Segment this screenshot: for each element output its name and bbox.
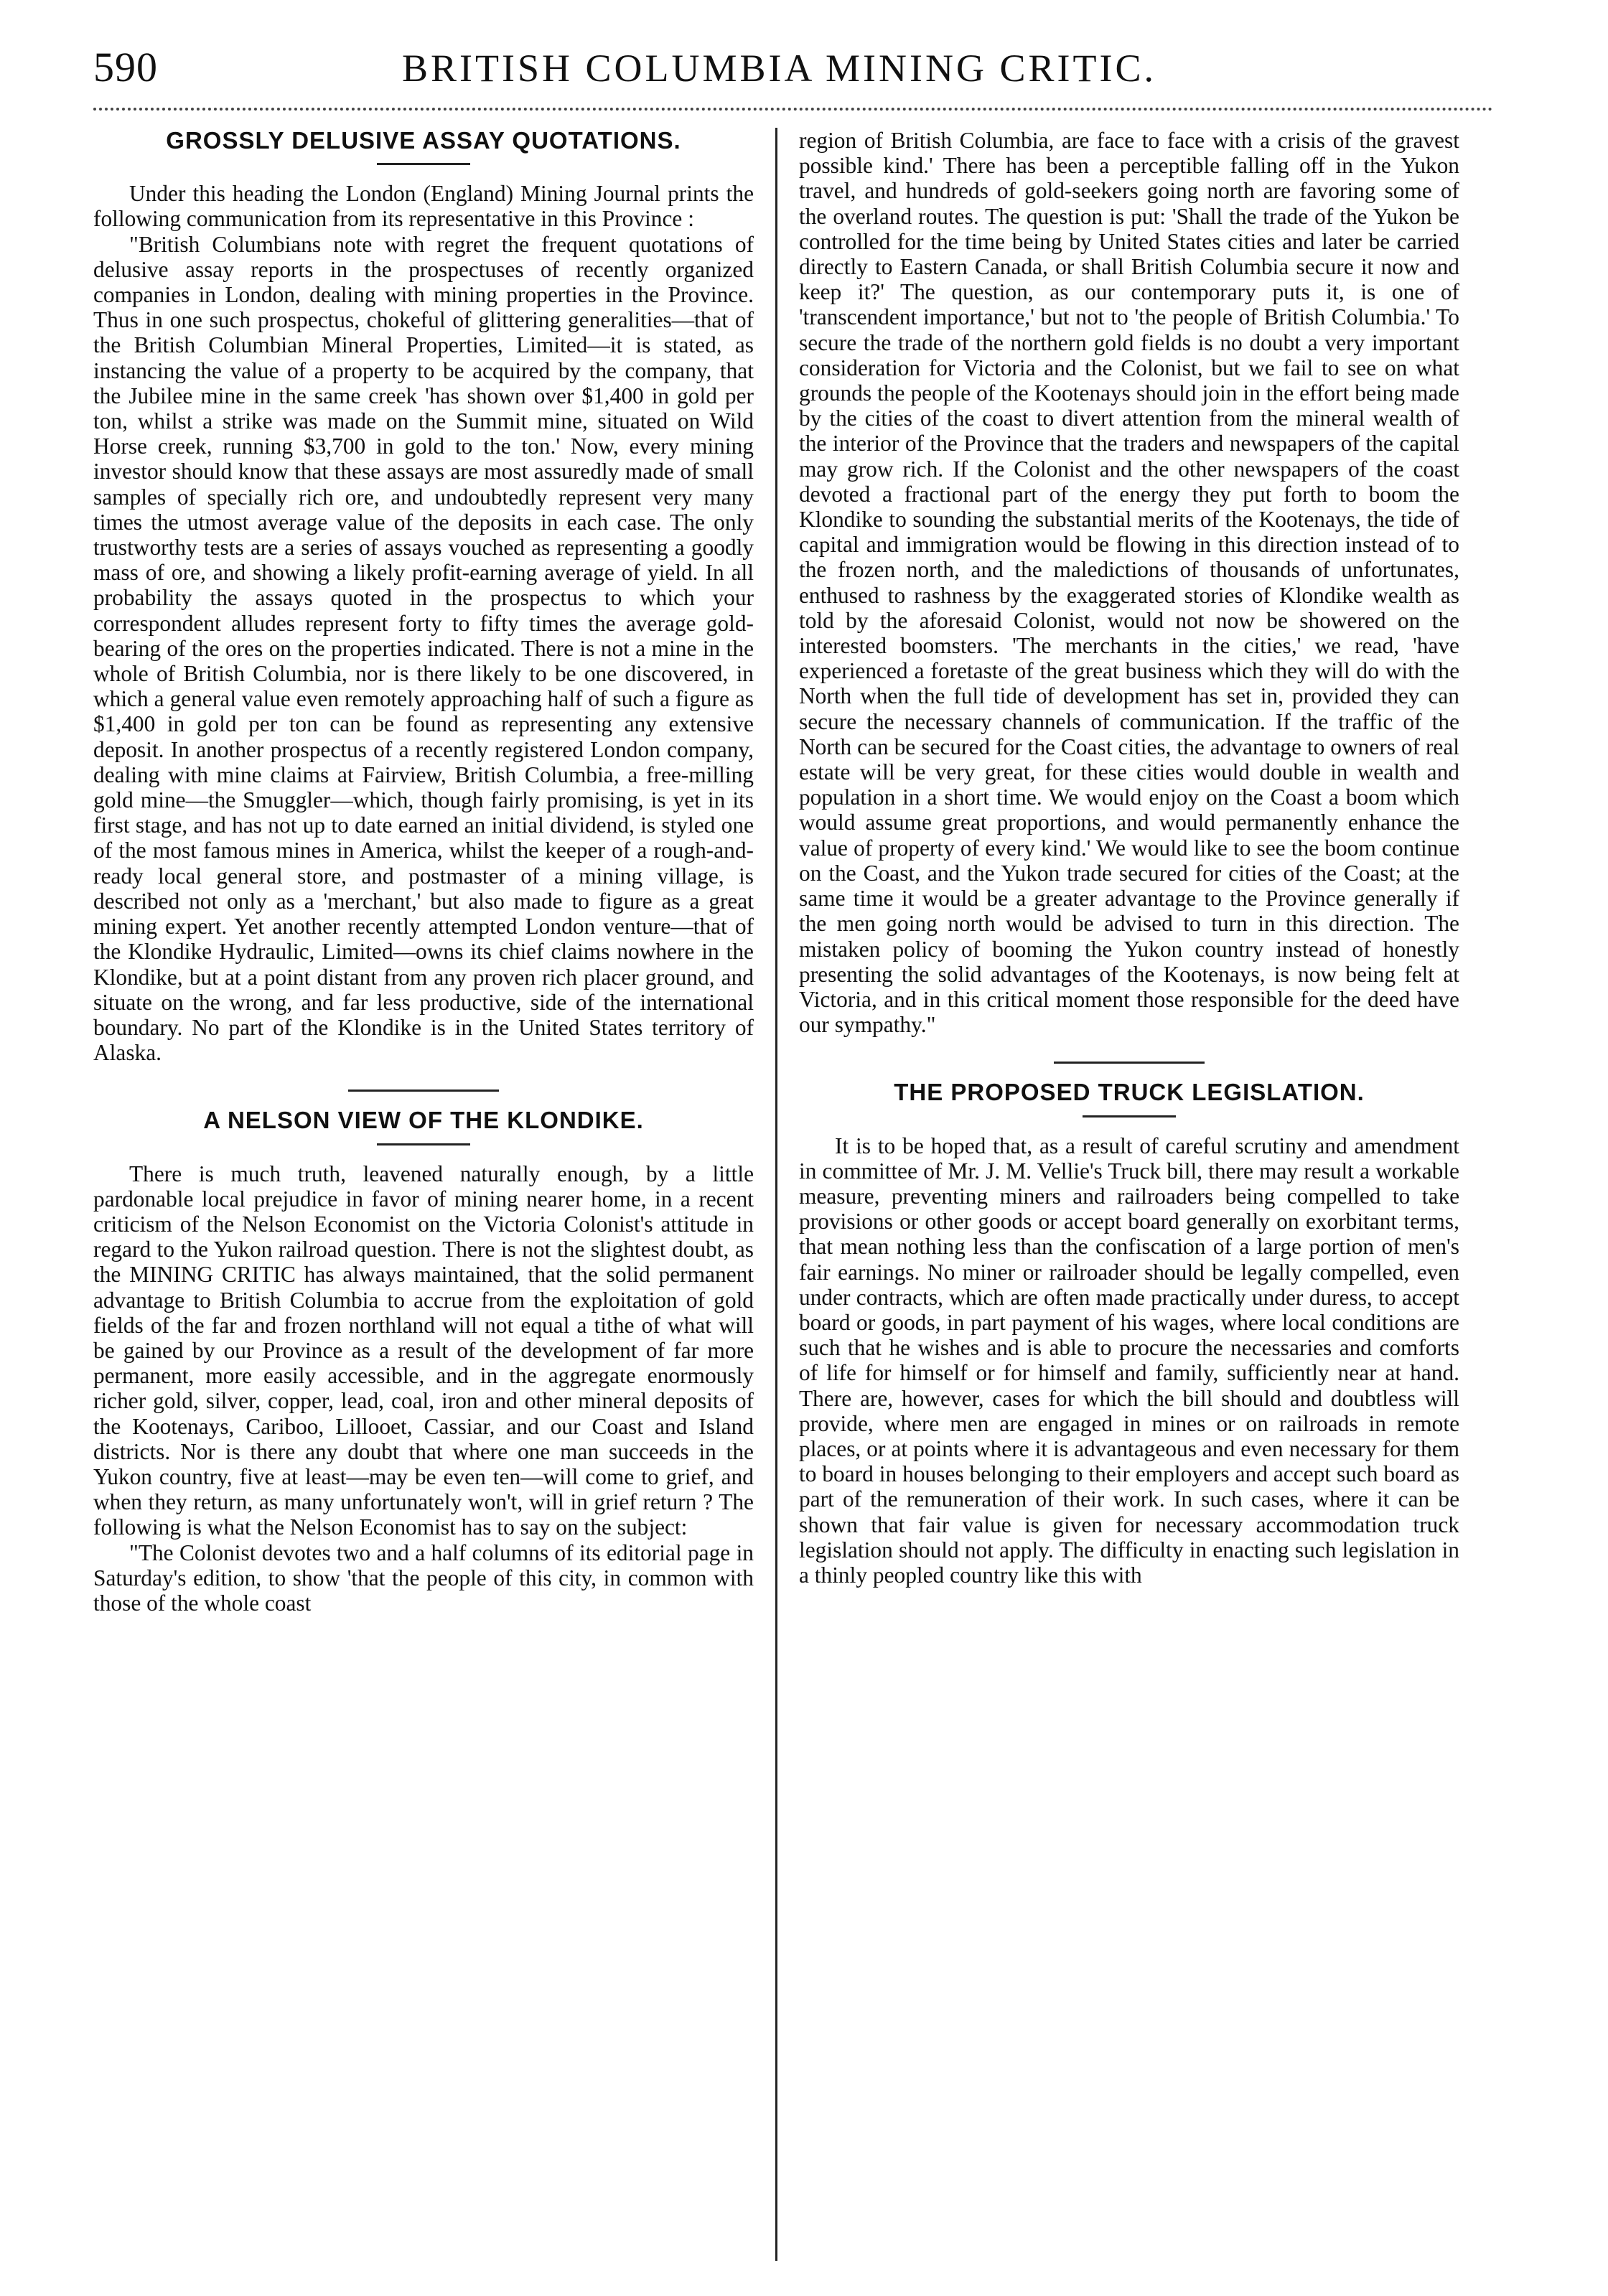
headline-rule: [377, 1143, 470, 1145]
paragraph: Under this heading the London (England) Mining Journal prints the following communication from its representative in this Province :: [93, 181, 754, 232]
left-column: [93, 128, 775, 2261]
page-header: [93, 36, 1493, 100]
header-rule: [93, 108, 1493, 111]
headline-rule: [377, 163, 470, 165]
headline-assay: GROSSLY DELUSIVE ASSAY QUOTATIONS.: [166, 127, 681, 154]
page-number: 590: [93, 44, 158, 90]
article-truck: [799, 1079, 1459, 1588]
paragraph: "The Colonist devotes two and a half columns of its editorial page in Saturday's edition, to show 'that the people of this city, in common with those of the whole coast: [93, 1540, 754, 1616]
page: [93, 36, 1493, 2261]
article-nelson: [93, 1107, 754, 1616]
paragraph: "British Columbians note with regret the frequent quotations of delusive assay reports in the prospectuses of recently organized companies in London, dealing with mining properties in the Province. Thus in one such prospectus, chokeful of glittering generalities—that of the British Columbian Mineral Properties, Limited—it is stated, as instancing the value of a property to be acquired by the company, that the Jubilee mine in the same creek 'has shown over $1,400 in gold per ton, whilst a strike was made on the Summit mine, situated on Wild Horse creek, running $3,700 in gold to the ton.' Now, every mining investor should know that these assays are most assuredly made of small samples of specially rich ore, and undoubtedly represent very many times the utmost average value of the deposits in each case. The only trustworthy tests are a series of assays vouched as representing a goodly mass of ore, and showing a likely profit-earning average of yield. In all probability the assays quoted in the prospectus to which your correspondent alludes represent forty to fifty times the average gold-bearing of the ores on the properties indicated. There is not a mine in the whole of British Columbia, nor is there likely to be one discovered, in which a general value even remotely approaching half of such a figure as $1,400 in gold per ton can be found as representing any extensive deposit. In another prospectus of a recently registered London company, dealing with mine claims at Fairview, British Columbia, a free-milling gold mine—the Smuggler—which, though fairly promising, is yet in its first stage, and has not up to date earned an initial dividend, is styled one of the most famous mines in America, whilst the keeper of a rough-and-ready local general store, and postmaster of a mining village, is described not only as a 'merchant,' but also made to figure as a great mining expert. Yet another recently attempted London venture—that of the Klondike Hydraulic, Limited—owns its chief claims nowhere in the Klondike, but at a point distant from any proven rich placer ground, and situate on the wrong, and far less productive, side of the international boundary. No part of the Klondike is in the United States territory of Alaska.: [93, 231, 754, 1066]
headline-truck: THE PROPOSED TRUCK LEGISLATION.: [894, 1079, 1365, 1106]
section-rule: [1054, 1062, 1205, 1064]
columns: [93, 128, 1493, 2261]
journal-title: BRITISH COLUMBIA MINING CRITIC.: [402, 47, 1157, 90]
paragraph-continued: region of British Columbia, are face to face with a crisis of the gravest possible kind.' There has been a perceptible falling off in the Yukon travel, and hundreds of gold-seekers going north are favoring some of the overland routes. The question is put: 'Shall the trade of the Yukon be controlled for the time being by United States cities and later be carried directly to Eastern Canada, or shall British Columbia secure it now and keep it?' The question, as our contemporary puts it, is one of 'transcendent importance,' but not to 'the people of British Columbia.' To secure the trade of the northern gold fields is no doubt a very important consideration for Victoria and the Colonist, but we fail to see on what grounds the people of the Kootenays should join in the effort being made by the cities of the coast to divert attention from the mineral wealth of the interior of the Province that the traders and newspapers of the capital may grow rich. If the Colonist and the other newspapers of the coast devoted a fractional part of the energy they put forth to boom the Klondike to sounding the substantial merits of the Kootenays, the tide of capital and immigration would be flowing in this direction instead of to the frozen north, and the maledictions of thousands of unfortunates, enthused to rashness by the exaggerated stories of Klondike wealth as told by the aforesaid Colonist, would not now be showered on the interested boomsters. 'The merchants in the cities,' we read, 'have experienced a foretaste of the great business which they will do with the North when the full tide of development has set in, provided they can secure the necessary channels of communication. If the traffic of the North can be secured for the Coast cities, the advantage to owners of real estate will be very great, for these cities would double in wealth and population in a short time. We would enjoy on the Coast a boom which would assume great proportions, and would permanently enhance the value of property of every kind.' We would like to see the boom continue on the Coast, and the Yukon trade secured for cities of the Coast; at the same time it would be a greater advantage to the Province generally if the men going north would be advised to turn in this direction. The mistaken policy of booming the Yukon country instead of honestly presenting the solid advantages of the Kootenays, is now being felt at Victoria, and in this critical moment those responsible for the deed have our sympathy.": [799, 128, 1459, 1038]
article-assay: [93, 128, 754, 1065]
headline-nelson: A NELSON VIEW OF THE KLONDIKE.: [203, 1107, 644, 1134]
right-column: [777, 128, 1459, 2261]
section-rule: [348, 1090, 499, 1092]
paragraph: There is much truth, leavened naturally enough, by a little pardonable local prejudice in favor of mining nearer home, in a recent criticism of the Nelson Economist on the Victoria Colonist's attitude in regard to the Yukon railroad question. There is not the slightest doubt, as the MINING CRITIC has always maintained, that the solid permanent advantage to British Columbia to accrue from the exploitation of gold fields of the far and frozen northland will not equal a tithe of what will be gained by our Province as a result of the development of far more permanent, more easily accessible, and in the aggregate enormously richer gold, silver, copper, lead, coal, iron and other mineral deposits of the Kootenays, Cariboo, Lillooet, Cassiar, and our Coast and Island districts. Nor is there any doubt that where one man succeeds in the Yukon country, five at least—may be even ten—will come to grief, and when they return, as many unfortunately won't, will in grief return ? The following is what the Nelson Economist has to say on the subject:: [93, 1161, 754, 1540]
paragraph: It is to be hoped that, as a result of careful scrutiny and amendment in committee of Mr. J. M. Vellie's Truck bill, there may result a workable measure, preventing miners and railroaders being compelled to take provisions or other goods or accept board generally on exorbitant terms, that mean nothing less than the confiscation of a large portion of men's fair earnings. No miner or railroader should be legally compelled, even under contracts, which are often made practically under duress, to accept board or goods, in part payment of his wages, where local conditions are such that he wishes and is able to procure the necessaries and comforts of life for himself or for himself and family, sufficiently near at hand. There are, however, cases for which the bill should and doubtless will provide, where men are engaged in mines or on railroads in remote places, or at points where it is advantageous and even necessary for them to board in houses belonging to their employers and accept such board as part of the remuneration of their work. In such cases, where it can be shown that fair value is given for necessary accommodation truck legislation should not apply. The difficulty in enacting such legislation in a thinly peopled country like this with: [799, 1133, 1459, 1588]
headline-rule: [1083, 1115, 1176, 1117]
